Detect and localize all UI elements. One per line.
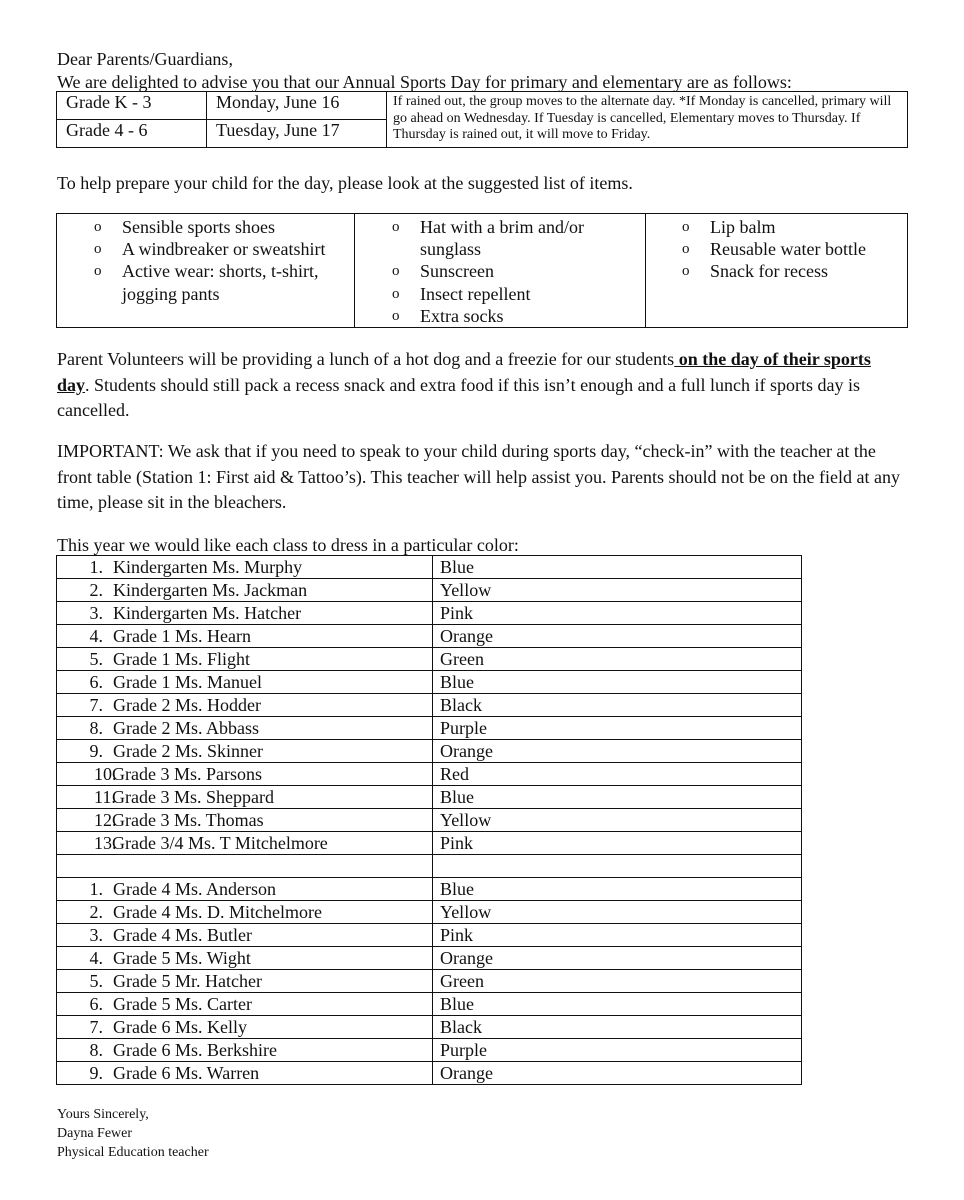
class-number: 7.: [89, 695, 103, 715]
item-text: Extra socks: [420, 305, 504, 326]
items-column-1: [57, 214, 355, 328]
class-number: 12.: [94, 810, 117, 830]
important-paragraph: IMPORTANT: We ask that if you need to speak to your child during sports day, “check-in” with the teacher at the front table (Station 1: First aid & Tattoo’s). This teacher will help assist you. Parents should not be on the field at any time, please sit in the bleachers.: [57, 441, 900, 513]
lunch-paragraph: [57, 347, 907, 424]
class-name-cell: [57, 832, 433, 855]
class-number: 9.: [89, 741, 103, 761]
schedule-grade: Grade 4 - 6: [57, 120, 207, 148]
item-text: Sensible sports shoes: [122, 217, 275, 237]
rain-out-note: If rained out, the group moves to the alternate day. *If Monday is cancelled, primary will go ahead on Wednesday. If Tuesday is cancelled, Elementary moves to Thursday. If Thursday is rained out, it will move to Friday.: [387, 92, 908, 148]
bullet-circle-icon: o: [392, 263, 400, 280]
class-row: [57, 878, 802, 901]
item-list-entry: [355, 260, 645, 282]
class-name: Grade 2 Ms. Abbass: [113, 718, 259, 738]
class-name-cell: [57, 993, 433, 1016]
class-name-cell: [57, 878, 433, 901]
class-name-cell: [57, 947, 433, 970]
class-name-cell: [57, 602, 433, 625]
class-row: [57, 602, 802, 625]
class-name: Grade 4 Ms. D. Mitchelmore: [113, 902, 322, 922]
class-number: 4.: [89, 948, 103, 968]
schedule-row: [57, 92, 908, 120]
class-name-cell: [57, 1062, 433, 1085]
class-name-cell: [57, 648, 433, 671]
class-name-cell: [57, 740, 433, 763]
class-number: 5.: [89, 971, 103, 991]
class-number: 2.: [89, 580, 103, 600]
signature-name: Dayna Fewer: [57, 1126, 133, 1141]
items-column-2: [355, 214, 646, 328]
schedule-grade: Grade K - 3: [57, 92, 207, 120]
class-color-cell: Blue: [433, 556, 802, 579]
class-name: Grade 5 Mr. Hatcher: [113, 971, 262, 991]
class-name: Grade 4 Ms. Anderson: [113, 879, 276, 899]
class-row: [57, 1039, 802, 1062]
class-name-cell: [57, 924, 433, 947]
class-color-cell: Purple: [433, 717, 802, 740]
class-color-cell: Blue: [433, 671, 802, 694]
bullet-circle-icon: o: [682, 219, 690, 235]
class-color-cell: Green: [433, 970, 802, 993]
class-number: 2.: [89, 902, 103, 922]
class-color-cell: Blue: [433, 993, 802, 1016]
class-row: [57, 901, 802, 924]
class-row: [57, 1062, 802, 1085]
item-text: Snack for recess: [710, 261, 828, 282]
class-color-cell: Pink: [433, 924, 802, 947]
class-name: Grade 2 Ms. Skinner: [113, 741, 263, 761]
class-row: [57, 671, 802, 694]
class-name: Grade 3 Ms. Parsons: [112, 764, 262, 784]
class-name-cell: [57, 1039, 433, 1062]
class-number: 9.: [89, 1063, 103, 1083]
class-row: [57, 694, 802, 717]
class-number: 6.: [89, 994, 103, 1014]
class-row: [57, 924, 802, 947]
class-name: Grade 3/4 Ms. T Mitchelmore: [112, 833, 328, 853]
item-list-entry: [355, 283, 645, 305]
class-color-cell: Blue: [433, 786, 802, 809]
class-name-cell: [57, 786, 433, 809]
item-text: Insect repellent: [420, 283, 531, 304]
class-number: 1.: [89, 879, 103, 899]
class-name: Grade 5 Ms. Wight: [113, 948, 251, 968]
item-list-entry: [646, 260, 907, 282]
class-name: Grade 1 Ms. Hearn: [113, 626, 251, 646]
class-name: Grade 3 Ms. Sheppard: [112, 787, 274, 807]
class-row: [57, 625, 802, 648]
sports-day-schedule-table: [56, 91, 908, 148]
colors-intro: This year we would like each class to dress in a particular color:: [57, 535, 519, 555]
item-text: Lip balm: [710, 217, 776, 237]
class-color-cell: Pink: [433, 602, 802, 625]
prep-text: To help prepare your child for the day, please look at the suggested list of items.: [57, 173, 633, 193]
class-name: Kindergarten Ms. Jackman: [113, 580, 308, 600]
item-text: Hat with a brim and/or sunglass: [420, 217, 584, 260]
lunch-text: Parent Volunteers will be providing a lunch of a hot dog and a freezie for our students: [57, 349, 675, 369]
item-text: A windbreaker or sweatshirt: [122, 239, 326, 260]
class-name-cell: [57, 717, 433, 740]
suggested-items-table: [56, 213, 908, 328]
class-name-cell: [57, 694, 433, 717]
item-list-entry: [57, 260, 354, 304]
class-name: Kindergarten Ms. Hatcher: [113, 603, 302, 623]
bullet-circle-icon: o: [392, 285, 400, 302]
lunch-text-rest: . Students should still pack a recess snack and extra food if this isn’t enough and a full lunch if sports day is cancelled.: [57, 374, 861, 421]
class-number: 8.: [89, 1040, 103, 1060]
signature-title: Physical Education teacher: [57, 1145, 209, 1160]
class-name-cell: [57, 970, 433, 993]
class-color-cell: Black: [433, 1016, 802, 1039]
class-row: [57, 717, 802, 740]
schedule-date: Tuesday, June 17: [207, 120, 387, 148]
intro-text: We are delighted to advise you that our Annual Sports Day for primary and elementary are as follows:: [57, 72, 792, 92]
class-color-cell: Yellow: [433, 809, 802, 832]
class-row: [57, 556, 802, 579]
item-text: Active wear: shorts, t-shirt, jogging pants: [122, 261, 319, 304]
class-row: [57, 970, 802, 993]
bullet-circle-icon: o: [392, 219, 400, 235]
class-name: Kindergarten Ms. Murphy: [113, 557, 303, 577]
class-number: 8.: [89, 718, 103, 738]
class-name: Grade 6 Ms. Berkshire: [113, 1040, 277, 1060]
bullet-circle-icon: o: [682, 263, 690, 280]
item-text: Reusable water bottle: [710, 239, 866, 260]
class-row: [57, 579, 802, 602]
class-name: Grade 1 Ms. Flight: [113, 649, 250, 669]
class-name: Grade 2 Ms. Hodder: [113, 695, 261, 715]
bullet-circle-icon: o: [94, 263, 102, 280]
class-name: Grade 5 Ms. Carter: [113, 994, 252, 1014]
item-list-entry: [355, 305, 645, 327]
class-name: Grade 6 Ms. Kelly: [113, 1017, 247, 1037]
class-name-cell: [57, 556, 433, 579]
class-name-cell: [57, 579, 433, 602]
class-color-cell: Green: [433, 648, 802, 671]
item-list-entry: [57, 238, 354, 260]
class-color-cell: Orange: [433, 1062, 802, 1085]
class-name: Grade 1 Ms. Manuel: [113, 672, 262, 692]
item-text: Sunscreen: [420, 261, 494, 282]
bullet-circle-icon: o: [392, 307, 400, 324]
class-color-cell: Black: [433, 694, 802, 717]
class-colors-table: [56, 555, 802, 1085]
class-name-cell: [57, 1016, 433, 1039]
class-color-cell: Pink: [433, 832, 802, 855]
class-row: [57, 763, 802, 786]
class-color-cell: Orange: [433, 625, 802, 648]
class-number: 4.: [89, 626, 103, 646]
class-row: [57, 809, 802, 832]
class-name: Grade 3 Ms. Thomas: [112, 810, 264, 830]
class-row: [57, 786, 802, 809]
class-name-cell: [57, 901, 433, 924]
greeting: Dear Parents/Guardians,: [57, 49, 233, 69]
class-color-cell: Red: [433, 763, 802, 786]
class-name-cell: [57, 809, 433, 832]
class-row: [57, 740, 802, 763]
item-list-entry: [57, 216, 354, 238]
class-name-cell: [57, 671, 433, 694]
items-column-3: [646, 214, 908, 328]
empty-cell: [57, 855, 433, 878]
schedule-date: Monday, June 16: [207, 92, 387, 120]
class-number: 6.: [89, 672, 103, 692]
class-row: [57, 993, 802, 1016]
bullet-circle-icon: o: [94, 241, 102, 258]
class-color-cell: Yellow: [433, 579, 802, 602]
class-color-cell: Orange: [433, 740, 802, 763]
item-list-entry: [646, 216, 907, 238]
separator-row: [57, 855, 802, 878]
class-number: 1.: [89, 557, 103, 577]
empty-cell: [433, 855, 802, 878]
bullet-circle-icon: o: [94, 219, 102, 235]
class-number: 7.: [89, 1017, 103, 1037]
class-name: Grade 6 Ms. Warren: [113, 1063, 260, 1083]
class-name: Grade 4 Ms. Butler: [113, 925, 252, 945]
class-row: [57, 947, 802, 970]
class-number: 5.: [89, 649, 103, 669]
class-number: 13.: [94, 833, 117, 853]
class-color-cell: Purple: [433, 1039, 802, 1062]
closing-salutation: Yours Sincerely,: [57, 1107, 149, 1122]
class-row: [57, 832, 802, 855]
class-number: 3.: [89, 603, 103, 623]
bullet-circle-icon: o: [682, 241, 690, 258]
class-color-cell: Orange: [433, 947, 802, 970]
class-number: 3.: [89, 925, 103, 945]
class-name-cell: [57, 763, 433, 786]
class-number: 10.: [94, 764, 117, 784]
item-list-entry: [646, 238, 907, 260]
class-number: 11.: [94, 787, 116, 807]
class-color-cell: Yellow: [433, 901, 802, 924]
item-list-entry: [355, 216, 645, 260]
class-name-cell: [57, 625, 433, 648]
class-row: [57, 1016, 802, 1039]
lunch-emphasis: on the day of their sports day: [57, 349, 871, 395]
class-color-cell: Blue: [433, 878, 802, 901]
class-row: [57, 648, 802, 671]
